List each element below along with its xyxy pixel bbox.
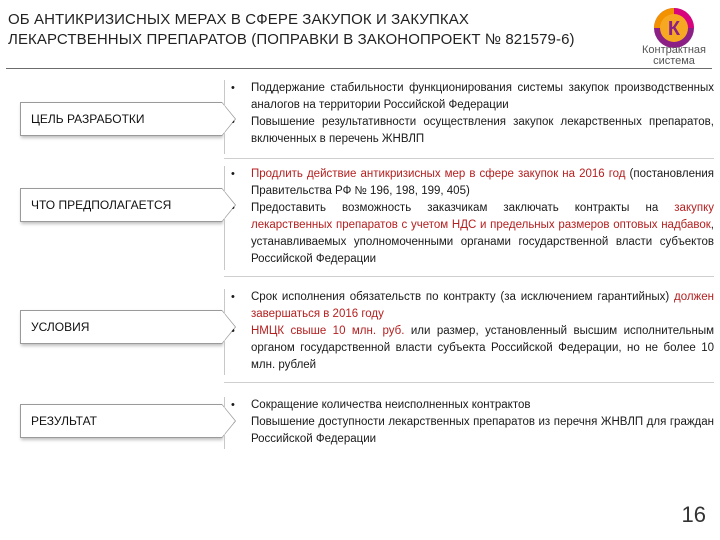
result-label-box	[20, 404, 222, 438]
proposal-item-2: Предоставить возможность заказчикам заключать контракты на закупку лекарственных препаратов с учетом НДС и предельных размеров оптовых надбавок, устанавливаемых уполномоченными органами государственной власти субъектов Российской Федерации	[225, 200, 714, 268]
proposal-label: ЧТО ПРЕДПОЛАГАЕТСЯ	[31, 198, 172, 212]
section-divider	[224, 158, 714, 159]
title-line-2: ЛЕКАРСТВЕННЫХ ПРЕПАРАТОВ (ПОПРАВКИ В ЗАКОНОПРОЕКТ № 821579-6)	[8, 31, 575, 48]
result-label: РЕЗУЛЬТАТ	[31, 414, 97, 428]
proposal-item-1: • Продлить действие антикризисных мер в сфере закупок на 2016 год (постановления Правительства РФ № 196, 198, 199, 405)	[231, 168, 714, 197]
bullet-icon: •	[231, 168, 235, 180]
conditions-item-2: НМЦК свыше 10 млн. руб. или размер, установленный высшим исполнительным органом государственной власти субъекта Российской Федерации, но не более 10 млн. рублей	[225, 323, 714, 374]
logo-line-2: система	[653, 55, 695, 67]
logo-line-1: Контрактная	[642, 44, 706, 56]
section-divider	[224, 276, 714, 277]
goal-item-1: • Поддержание стабильности функционирования системы закупок производственных аналогов на территории Российской Федерации	[231, 82, 714, 111]
proposal-panel	[224, 166, 714, 270]
logo-caption	[628, 45, 720, 67]
goal-label: ЦЕЛЬ РАЗРАБОТКИ	[31, 112, 145, 126]
title-line-1: ОБ АНТИКРИЗИСНЫХ МЕРАХ В СФЕРЕ ЗАКУПОК И ЗАКУПКАХ	[8, 11, 469, 28]
page-number: 16	[681, 502, 706, 527]
section-divider	[224, 382, 714, 383]
conditions-item-1: • Срок исполнения обязательств по контракту (за исключением гарантийных) должен завершаться в 2016 году	[231, 291, 714, 320]
bullet-icon: •	[231, 82, 235, 94]
goal-label-box	[20, 102, 222, 136]
result-item-1: Сокращение количества неисполненных контрактов	[225, 397, 714, 414]
result-panel	[224, 397, 714, 449]
proposal-label-box	[20, 188, 222, 222]
conditions-panel	[224, 289, 714, 375]
result-item-2: Повышение доступности лекарственных препаратов из перечня ЖНВЛП для граждан Российской Федерации	[225, 414, 714, 448]
logo-letter: К	[667, 18, 681, 40]
page-title	[8, 10, 608, 50]
goal-item-2: Повышение результативности осуществления закупок лекарственных препаратов, включенных в перечень ЖНВЛП	[225, 114, 714, 148]
title-divider	[6, 68, 712, 69]
conditions-label-box	[20, 310, 222, 344]
conditions-label: УСЛОВИЯ	[31, 320, 90, 334]
goal-panel	[224, 80, 714, 154]
bullet-icon: •	[231, 291, 235, 303]
